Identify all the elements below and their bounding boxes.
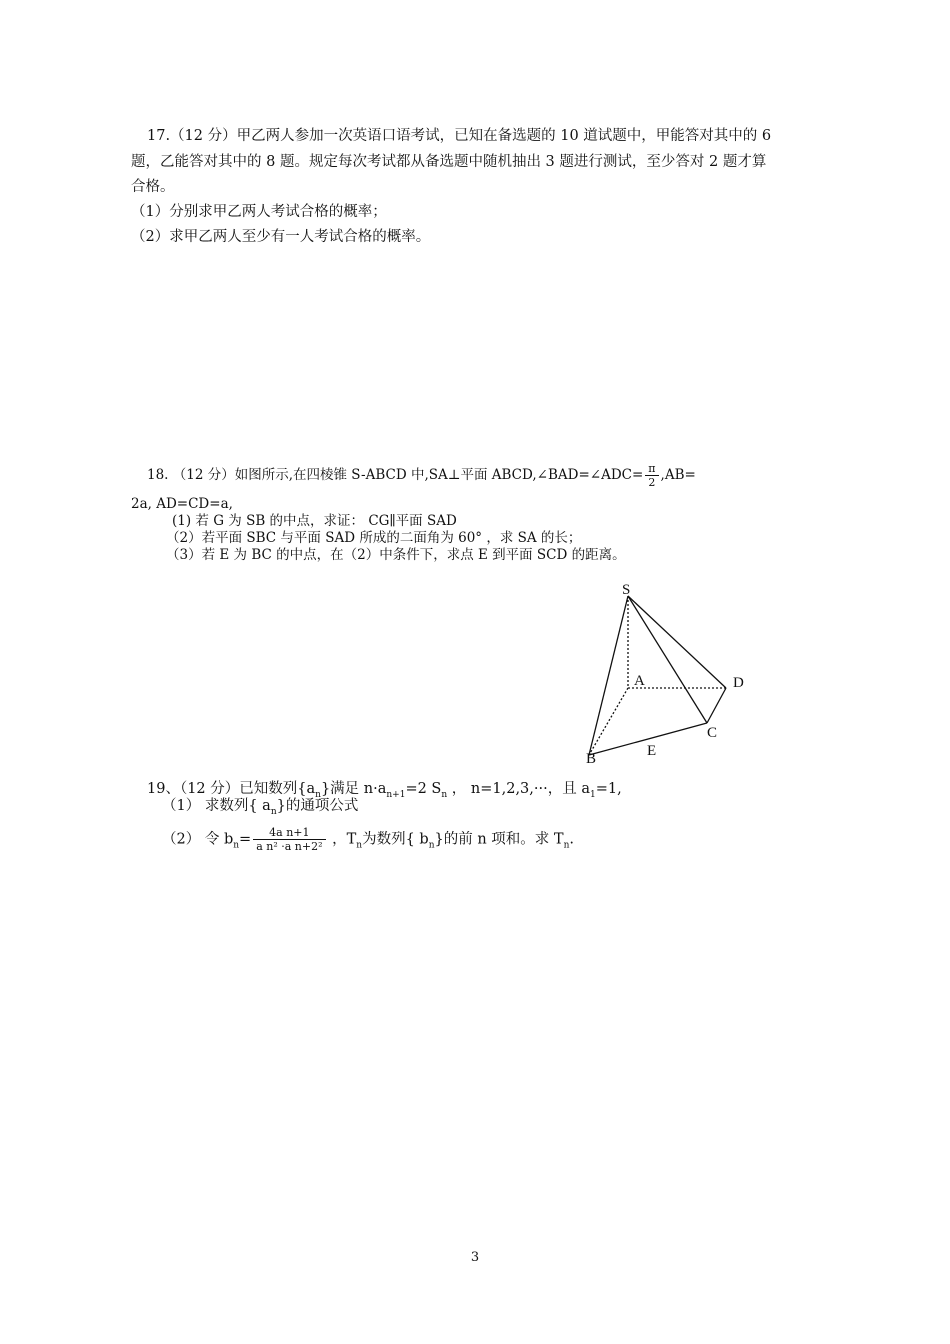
- label-C: C: [707, 725, 718, 741]
- q19-part2-text-e: .: [569, 831, 574, 848]
- edge-AB: [589, 688, 628, 755]
- pyramid-figure: [570, 575, 760, 770]
- q19-part2-text-b: ，T: [327, 831, 357, 848]
- b-n-fraction: [253, 826, 325, 853]
- q19-text-e: =1,: [595, 781, 622, 797]
- label-B: B: [586, 751, 597, 767]
- page-number: 3: [470, 1250, 480, 1265]
- fraction-denominator: a n² ·a n+2²: [256, 840, 323, 853]
- q18-line2: 2a, AD=CD=a,: [131, 496, 233, 512]
- edge-CD: [707, 688, 726, 723]
- sub-n-6: n: [428, 840, 435, 851]
- q18-part3: （3）若 E 为 BC 的中点，在（2）中条件下，求点 E 到平面 SCD 的距离。: [166, 547, 626, 563]
- q19-text-c: =2 S: [405, 781, 442, 797]
- q18-part2: （2）若平面 SBC 与平面 SAD 所成的二面角为 60° ，求 SA 的长；: [166, 530, 582, 546]
- fraction-numerator: π: [645, 462, 658, 476]
- sub-n-4: n: [233, 840, 240, 851]
- fraction-numerator: 4a n+1: [253, 826, 325, 840]
- sub-1: 1: [589, 789, 596, 800]
- q17-line1: 17.（12 分）甲乙两人参加一次英语口语考试，已知在备选题的 10 道试题中，甲能答对其中的 6: [147, 128, 772, 144]
- q17-part2: （2）求甲乙两人至少有一人考试合格的概率。: [131, 229, 431, 245]
- q17-line3: 合格。: [131, 179, 175, 195]
- q18-part1: (1) 若 G 为 SB 的中点，求证： CG∥平面 SAD: [172, 513, 457, 529]
- q19-part2-text-c: 为数列{ b: [362, 831, 429, 848]
- q18-line1-tail: ,AB=: [660, 467, 696, 483]
- sub-n-2: n: [441, 789, 448, 800]
- q18-line1: [147, 462, 696, 489]
- pi-over-2-fraction: [645, 462, 658, 489]
- sub-n-7: n: [563, 840, 570, 851]
- fraction-denominator: 2: [648, 476, 656, 489]
- sub-n-plus-1: n+1: [386, 789, 406, 800]
- q19-part2-eq: =: [239, 831, 252, 848]
- sub-n: n: [315, 789, 321, 800]
- edge-SB: [589, 596, 628, 755]
- q19-part1-text-a: （1） 求数列{ a: [162, 798, 271, 814]
- q19-part2: [162, 826, 574, 854]
- label-E: E: [647, 743, 657, 759]
- sub-n-3: n: [270, 806, 277, 817]
- label-D: D: [733, 675, 744, 691]
- q19-text-b: }满足 n·a: [320, 781, 387, 797]
- q18-line1-text: 18. （12 分）如图所示,在四棱锥 S-ABCD 中,SA⊥平面 ABCD,∠BAD=∠ADC=: [147, 467, 644, 483]
- q19-part1: [162, 797, 358, 821]
- q19-part2-text-d: }的前 n 项和。求 T: [434, 831, 564, 848]
- q19-text-d: ， n=1,2,3,···，且 a: [447, 781, 590, 797]
- q17-part1: （1）分别求甲乙两人考试合格的概率；: [131, 204, 387, 220]
- q19-part2-text-a: （2） 令 b: [162, 831, 234, 848]
- q19-text-a: 19、（12 分）已知数列{a: [147, 781, 316, 797]
- sub-n-5: n: [356, 840, 363, 851]
- label-A: A: [634, 673, 645, 689]
- label-S: S: [622, 582, 631, 598]
- q19-part1-text-b: }的通项公式: [276, 798, 359, 814]
- q17-line2: 题，乙能答对其中的 8 题。规定每次考试都从备选题中随机抽出 3 题进行测试，至少答对 2 题才算: [131, 154, 767, 170]
